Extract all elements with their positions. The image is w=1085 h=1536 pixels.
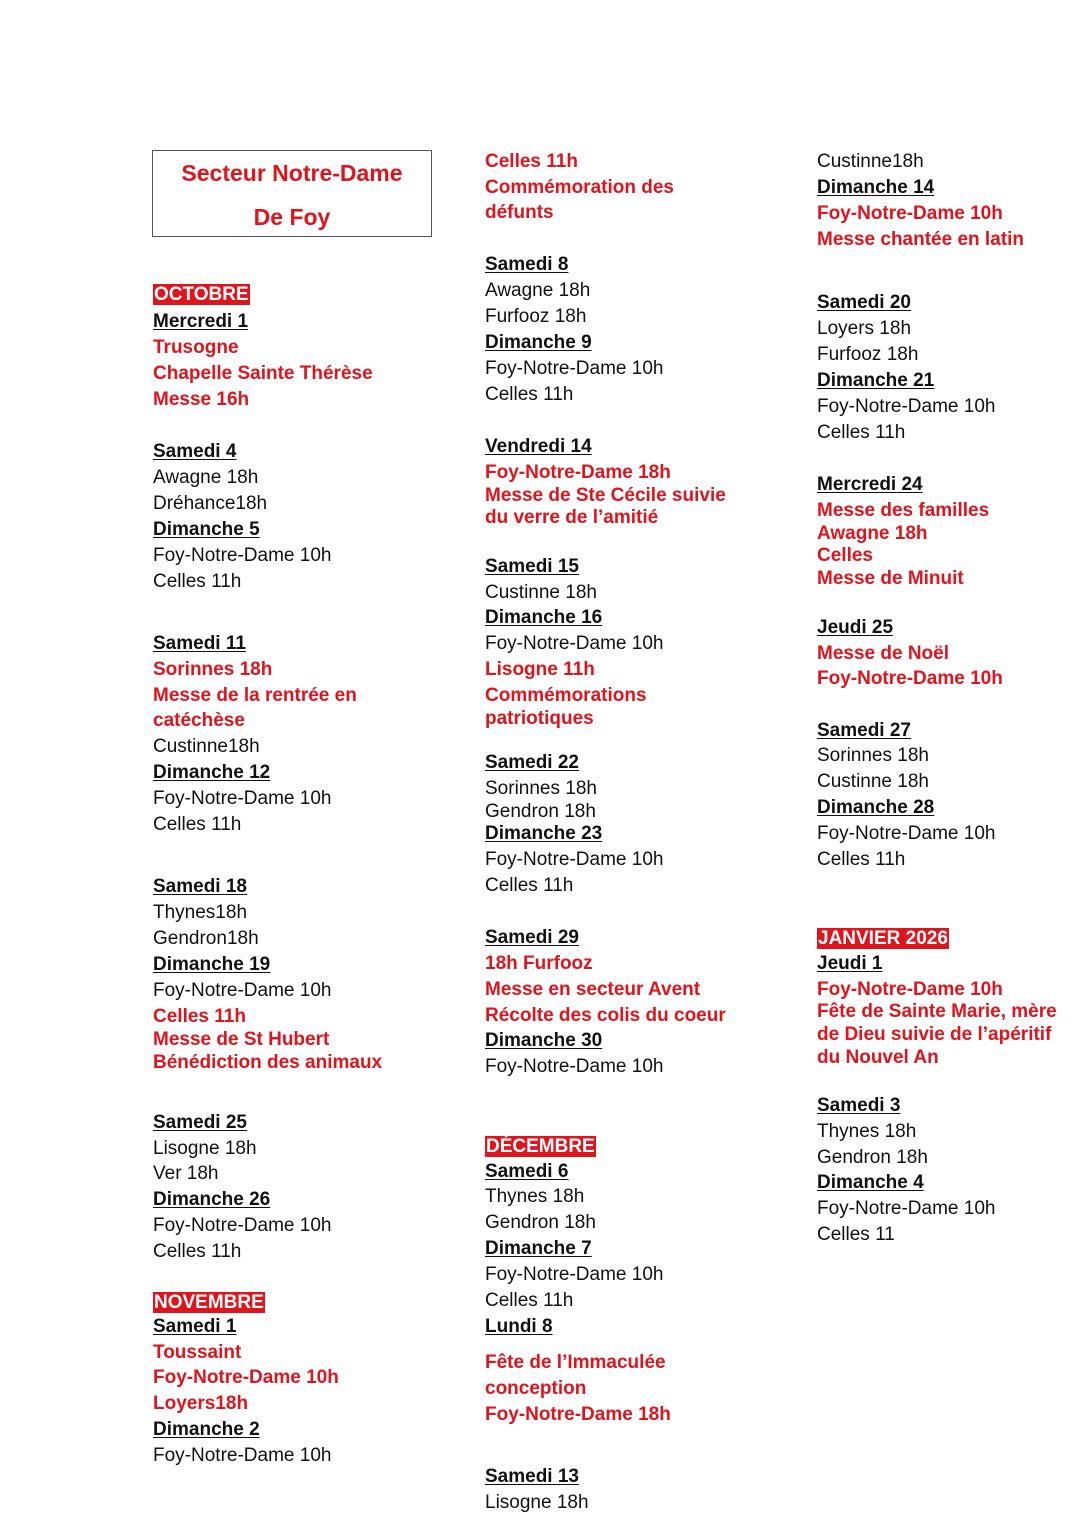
date-heading: Jeudi 25 <box>817 617 894 638</box>
date-heading: Vendredi 14 <box>485 436 592 457</box>
date-heading: Samedi 11 <box>153 633 246 654</box>
highlighted-entry: Celles <box>817 545 873 566</box>
date-heading: Dimanche 12 <box>153 762 271 783</box>
schedule-entry: Thynes18h <box>153 902 248 923</box>
schedule-entry: Foy-Notre-Dame 10h <box>817 396 996 417</box>
schedule-entry: Dréhance18h <box>153 493 268 514</box>
schedule-entry: Foy-Notre-Dame 10h <box>153 1215 332 1236</box>
date-heading: Samedi 20 <box>817 292 911 313</box>
schedule-entry: Celles 11h <box>817 422 906 443</box>
month-label: JANVIER 2026 <box>818 928 948 949</box>
schedule-entry: Thynes 18h <box>817 1121 917 1142</box>
schedule-entry: Awagne 18h <box>153 467 259 488</box>
month-label: NOVEMBRE <box>154 1292 264 1313</box>
schedule-entry: Gendron 18h <box>485 801 596 822</box>
highlighted-entry: patriotiques <box>485 708 594 729</box>
schedule-entry: Foy-Notre-Dame 10h <box>817 1198 996 1219</box>
highlighted-entry: Messe 16h <box>153 389 250 410</box>
date-heading: Dimanche 5 <box>153 519 260 540</box>
date-heading: Dimanche 14 <box>817 177 935 198</box>
schedule-entry: Gendron 18h <box>817 1147 928 1168</box>
highlighted-entry: Loyers18h <box>153 1393 249 1414</box>
schedule-entry: Lisogne 18h <box>153 1138 257 1159</box>
highlighted-entry: Bénédiction des animaux <box>153 1052 383 1073</box>
schedule-entry: Custinne18h <box>153 736 260 757</box>
schedule-entry: Foy-Notre-Dame 10h <box>153 1445 332 1466</box>
date-heading: Dimanche 26 <box>153 1189 271 1210</box>
highlighted-entry: Messe des familles <box>817 500 990 521</box>
date-heading: Dimanche 9 <box>485 332 592 353</box>
date-heading: Lundi 8 <box>485 1316 553 1337</box>
highlighted-entry: de Dieu suivie de l’apéritif <box>817 1024 1052 1045</box>
schedule-entry: Foy-Notre-Dame 10h <box>153 545 332 566</box>
highlighted-entry: Commémorations <box>485 685 647 706</box>
date-heading: Dimanche 28 <box>817 797 935 818</box>
schedule-entry: Sorinnes 18h <box>817 745 929 766</box>
date-heading: Dimanche 2 <box>153 1419 260 1440</box>
month-heading <box>153 1292 265 1314</box>
schedule-entry: Lisogne 18h <box>485 1492 589 1513</box>
date-heading: Dimanche 23 <box>485 823 603 844</box>
highlighted-entry: Celles 11h <box>485 151 578 172</box>
schedule-entry: Gendron18h <box>153 928 259 949</box>
schedule-entry: Thynes 18h <box>485 1186 585 1207</box>
date-heading: Samedi 18 <box>153 876 247 897</box>
highlighted-entry: Fête de l’Immaculée <box>485 1352 666 1373</box>
highlighted-entry: Messe en secteur Avent <box>485 979 701 1000</box>
schedule-entry: Celles 11h <box>153 571 242 592</box>
sector-title-line2: De Foy <box>253 204 331 230</box>
highlighted-entry: Messe de Noël <box>817 643 949 664</box>
highlighted-entry: Foy-Notre-Dame 18h <box>485 1404 671 1425</box>
date-heading: Samedi 29 <box>485 927 579 948</box>
highlighted-entry: catéchèse <box>153 710 245 731</box>
highlighted-entry: Celles 11h <box>153 1006 246 1027</box>
schedule-entry: Furfooz 18h <box>485 306 587 327</box>
schedule-entry: Foy-Notre-Dame 10h <box>153 980 332 1001</box>
sector-title-box <box>152 150 432 237</box>
highlighted-entry: défunts <box>485 202 554 223</box>
date-heading: Samedi 27 <box>817 720 911 741</box>
highlighted-entry: Fête de Sainte Marie, mère <box>817 1001 1057 1022</box>
date-heading: Dimanche 21 <box>817 370 935 391</box>
schedule-entry: Foy-Notre-Dame 10h <box>817 823 996 844</box>
schedule-entry: Foy-Notre-Dame 10h <box>485 1264 664 1285</box>
date-heading: Mercredi 1 <box>153 311 249 332</box>
schedule-entry: Gendron 18h <box>485 1212 596 1233</box>
date-heading: Samedi 22 <box>485 752 579 773</box>
schedule-entry: Celles 11h <box>153 1241 242 1262</box>
schedule-entry: Celles 11h <box>485 384 574 405</box>
date-heading: Samedi 8 <box>485 254 569 275</box>
highlighted-entry: Foy-Notre-Dame 10h <box>153 1367 339 1388</box>
highlighted-entry: 18h Furfooz <box>485 953 593 974</box>
sector-title-line1: Secteur Notre-Dame <box>181 160 403 186</box>
highlighted-entry: du verre de l’amitié <box>485 507 659 528</box>
schedule-entry: Custinne 18h <box>817 771 929 792</box>
highlighted-entry: Commémoration des <box>485 177 674 198</box>
date-heading: Samedi 13 <box>485 1466 579 1487</box>
highlighted-entry: du Nouvel An <box>817 1047 939 1068</box>
schedule-entry: Celles 11h <box>485 1290 574 1311</box>
schedule-entry: Custinne18h <box>817 151 924 172</box>
schedule-entry: Awagne 18h <box>485 280 591 301</box>
schedule-entry: Foy-Notre-Dame 10h <box>485 358 664 379</box>
highlighted-entry: Messe de la rentrée en <box>153 685 357 706</box>
schedule-entry: Foy-Notre-Dame 10h <box>153 788 332 809</box>
highlighted-entry: Sorinnes 18h <box>153 659 273 680</box>
schedule-entry: Foy-Notre-Dame 10h <box>485 633 664 654</box>
highlighted-entry: Awagne 18h <box>817 523 928 544</box>
highlighted-entry: Toussaint <box>153 1342 242 1363</box>
date-heading: Dimanche 7 <box>485 1238 592 1259</box>
date-heading: Samedi 4 <box>153 441 237 462</box>
date-heading: Dimanche 19 <box>153 954 271 975</box>
date-heading: Mercredi 24 <box>817 474 923 495</box>
schedule-entry: Sorinnes 18h <box>485 778 597 799</box>
date-heading: Samedi 6 <box>485 1161 569 1182</box>
highlighted-entry: Trusogne <box>153 337 239 358</box>
highlighted-entry: Messe de St Hubert <box>153 1029 330 1050</box>
date-heading: Dimanche 4 <box>817 1172 924 1193</box>
month-heading <box>153 284 250 306</box>
schedule-entry: Custinne 18h <box>485 582 597 603</box>
schedule-entry: Celles 11h <box>153 814 242 835</box>
highlighted-entry: Foy-Notre-Dame 10h <box>817 668 1003 689</box>
month-heading <box>817 928 949 950</box>
schedule-entry: Ver 18h <box>153 1163 219 1184</box>
highlighted-entry: conception <box>485 1378 587 1399</box>
schedule-entry: Celles 11 <box>817 1224 895 1245</box>
date-heading: Samedi 25 <box>153 1112 247 1133</box>
highlighted-entry: Foy-Notre-Dame 10h <box>817 979 1003 1000</box>
highlighted-entry: Chapelle Sainte Thérèse <box>153 363 373 384</box>
highlighted-entry: Messe de Ste Cécile suivie <box>485 485 726 506</box>
date-heading: Samedi 1 <box>153 1316 237 1337</box>
date-heading: Dimanche 16 <box>485 607 603 628</box>
schedule-entry: Foy-Notre-Dame 10h <box>485 849 664 870</box>
date-heading: Samedi 3 <box>817 1095 901 1116</box>
schedule-entry: Furfooz 18h <box>817 344 919 365</box>
schedule-entry: Celles 11h <box>485 875 574 896</box>
date-heading: Jeudi 1 <box>817 953 883 974</box>
highlighted-entry: Récolte des colis du coeur <box>485 1005 726 1026</box>
highlighted-entry: Foy-Notre-Dame 10h <box>817 203 1003 224</box>
highlighted-entry: Foy-Notre-Dame 18h <box>485 462 671 483</box>
schedule-entry: Loyers 18h <box>817 318 912 339</box>
highlighted-entry: Messe chantée en latin <box>817 229 1024 250</box>
month-label: DÉCEMBRE <box>486 1136 595 1157</box>
date-heading: Dimanche 30 <box>485 1030 603 1051</box>
month-label: OCTOBRE <box>154 284 249 305</box>
schedule-entry: Celles 11h <box>817 849 906 870</box>
date-heading: Samedi 15 <box>485 556 579 577</box>
highlighted-entry: Lisogne 11h <box>485 659 595 680</box>
highlighted-entry: Messe de Minuit <box>817 568 964 589</box>
schedule-entry: Foy-Notre-Dame 10h <box>485 1056 664 1077</box>
month-heading <box>485 1136 596 1158</box>
